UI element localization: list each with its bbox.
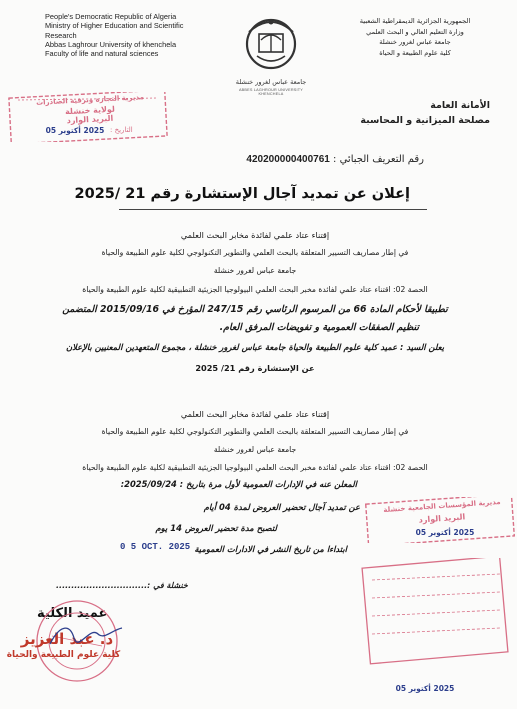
- body-line: تنظيم الصفقات العمومية و تفويضات المرفق العام.: [219, 322, 419, 333]
- university-logo-icon: [235, 10, 307, 82]
- body-line: في إطار مصاريف التسيير المتعلقة بالبحث العلمي والتطوير التكنولوجي لكلية علوم الطبيعة والحياة: [101, 248, 409, 257]
- body-line: الحصة 02: اقتناء عتاد علمي لفائدة مخبر البحث العلمي البيولوجيا الجزيئية التطبيقية لكلية علوم الطبيعة والحياة: [82, 463, 428, 472]
- signature-stamp-title: كلية علوم الطبيعة والحياة: [6, 650, 121, 660]
- budget-accounting-service: مصلحة الميزانية و المحاسبة: [360, 115, 490, 126]
- stamp-top-date-label: التاريخ :: [110, 126, 133, 134]
- body-line: في إطار مصاريف التسيير المتعلقة بالبحث العلمي والتطوير التكنولوجي لكلية علوم الطبيعة والحياة: [101, 427, 409, 436]
- stamp-mid-date: 2025 أكتوبر 05: [415, 528, 475, 537]
- tax-id-label: رقم التعريف الجبائي :: [333, 154, 424, 165]
- signature-stamp-name: د. عبد العزيز: [20, 630, 114, 648]
- body-line: الحصة 02: اقتناء عتاد علمي لفائدة مخبر البحث العلمي البيولوجيا الجزيئية التطبيقية لكلية علوم الطبيعة والحياة: [82, 285, 428, 294]
- header-ar-line: كلية علوم الطبيعة و الحياة: [379, 48, 451, 57]
- header-en-line: People's Democratic Republic of Algeria: [45, 12, 177, 21]
- dean-title: عميد الكلية: [37, 606, 108, 621]
- stamp-top-date: 2025 أكتوبر 05: [45, 126, 105, 135]
- stamp-bottom-date: 2025 أكتوبر 05: [395, 684, 455, 693]
- header-en-line: Research: [45, 30, 77, 40]
- date-stamp: 0 5 OCT. 2025: [120, 542, 191, 552]
- tax-id-value: 420200000400761: [246, 154, 330, 165]
- stamp-top-line3: البريد الوارد: [66, 113, 114, 126]
- tax-id: [246, 154, 424, 165]
- body-line: عن تمديد آجال تحضير العروض لمدة 04 أيام: [203, 502, 360, 512]
- body-line: لتصبح مدة تحضير العروض 14 يوم: [155, 523, 277, 533]
- stamp-mid-line2: البريد الوارد: [418, 512, 466, 525]
- body-line: يعلن السيد : عميد كلية علوم الطبيعة والحياة جامعة عباس لغرور خنشلة ، مجموع المتعهدين المعنيين بالإعلان: [65, 342, 445, 352]
- place-and-date: خنشلة في :..............................: [56, 581, 188, 590]
- official-stamp-bottom-right: [360, 558, 510, 676]
- header-english: [45, 12, 225, 58]
- body-line: جامعة عباس لغرور خنشلة: [213, 266, 297, 275]
- body-line: عن الإستشارة رقم 21/ 2025: [195, 363, 315, 373]
- body-line: إقتناء عتاد علمي لفائدة مخابر البحث العلمي: [180, 230, 330, 240]
- header-en-line: Faculty of life and natural sciences: [45, 49, 159, 59]
- announcement-title: إعلان عن تمديد آجال الإستشارة رقم 21 /2025: [74, 186, 410, 202]
- header-ar-line: الجمهورية الجزائرية الديمقراطية الشعبية: [359, 17, 471, 25]
- stamp-mid-line1: مديرية المؤسسات الجامعية خنشلة: [383, 497, 501, 515]
- header-en-line: Abbas Laghrour University of khenchela: [45, 39, 177, 49]
- body-line: المعلن عنه في الإدارات العمومية لأول مرة بتاريخ : 2025/09/24:: [120, 479, 357, 489]
- header-arabic: [340, 16, 490, 58]
- general-secretariat: الأمانة العامة: [430, 100, 490, 111]
- handwritten-signature: [46, 616, 126, 656]
- logo-caption-english: ABBES LAGHROUR UNIVERSITY KHENCHELA: [238, 88, 304, 96]
- body-line: تطبيقا لأحكام المادة 66 من المرسوم الرئاسي رقم 247/15 المؤرخ في 2015/09/16 المتضمن: [62, 304, 448, 315]
- logo-caption-arabic: جامعة عباس لغرور خنشلة: [235, 78, 307, 86]
- body-line: ابتداءا من تاريخ النشر في الادارات العمومية: [194, 544, 347, 554]
- body-line: إقتناء عتاد علمي لفائدة مخابر البحث العلمي: [180, 409, 330, 419]
- body-line: جامعة عباس لغرور خنشلة: [213, 445, 297, 454]
- header-ar-line: جامعة عباس لغرور خنشلة: [379, 38, 451, 46]
- stamp-top-line2: لولاية خنشلة: [64, 104, 116, 117]
- header-en-line: Ministry of Higher Education and Scientific: [45, 21, 184, 31]
- stamp-top-line1: مديرية التجارة وترقية الصادرات: [35, 93, 145, 107]
- title-underline: [119, 209, 427, 210]
- header-ar-line: وزارة التعليم العالي و البحث العلمي: [366, 27, 464, 36]
